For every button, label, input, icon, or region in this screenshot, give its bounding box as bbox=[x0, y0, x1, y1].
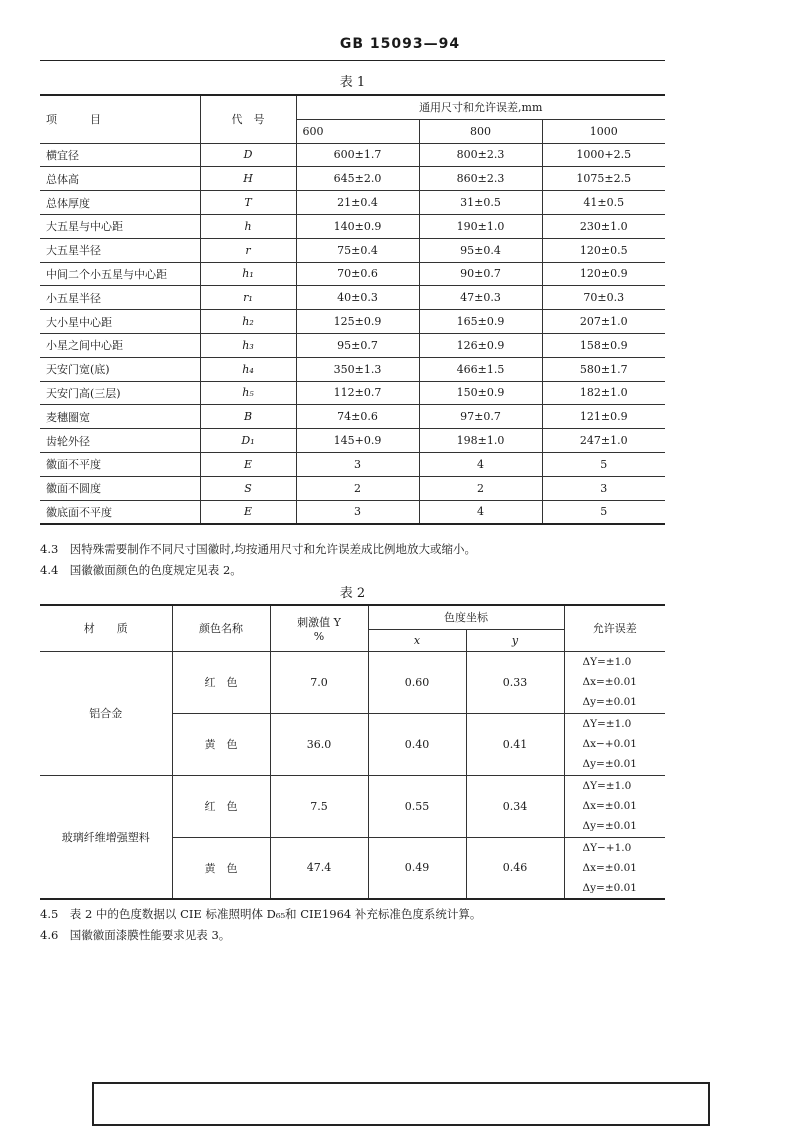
row-value-1000: 182±1.0 bbox=[542, 381, 665, 405]
chromaticity-table bbox=[40, 604, 665, 900]
row-item: 小星之间中心距 bbox=[40, 333, 200, 357]
table-row bbox=[40, 381, 665, 405]
row-value-600: 125±0.9 bbox=[296, 310, 419, 334]
row-item: 大五星半径 bbox=[40, 238, 200, 262]
row-value-600: 21±0.4 bbox=[296, 191, 419, 215]
table2-caption: 表 2 bbox=[339, 586, 366, 601]
col-header-chroma: 色度坐标 bbox=[368, 605, 564, 629]
table-row bbox=[40, 775, 665, 837]
row-code: E bbox=[200, 500, 296, 524]
row-stimulus: 47.4 bbox=[270, 837, 368, 899]
row-item: 总体高 bbox=[40, 167, 200, 191]
row-value-600: 600±1.7 bbox=[296, 143, 419, 167]
row-chroma-x: 0.60 bbox=[368, 651, 466, 713]
row-value-800: 47±0.3 bbox=[419, 286, 542, 310]
row-code: h₁ bbox=[200, 262, 296, 286]
row-value-600: 3 bbox=[296, 500, 419, 524]
row-code: h₃ bbox=[200, 333, 296, 357]
tolerance-line: ΔY=±1.0 bbox=[582, 656, 632, 668]
row-value-800: 800±2.3 bbox=[419, 143, 542, 167]
row-value-1000: 247±1.0 bbox=[542, 429, 665, 453]
tolerance-line: Δx=±0.01 bbox=[582, 800, 637, 812]
row-value-600: 74±0.6 bbox=[296, 405, 419, 429]
row-value-600: 75±0.4 bbox=[296, 238, 419, 262]
table-row bbox=[40, 310, 665, 334]
tolerance-line: Δy=±0.01 bbox=[582, 758, 637, 770]
row-value-1000: 121±0.9 bbox=[542, 405, 665, 429]
row-value-1000: 158±0.9 bbox=[542, 333, 665, 357]
row-code: T bbox=[200, 191, 296, 215]
row-item: 天安门宽(底) bbox=[40, 357, 200, 381]
row-value-1000: 207±1.0 bbox=[542, 310, 665, 334]
row-chroma-x: 0.55 bbox=[368, 775, 466, 837]
table1-caption: 表 1 bbox=[339, 75, 366, 90]
row-chroma-x: 0.40 bbox=[368, 713, 466, 775]
row-item: 徽面不平度 bbox=[40, 452, 200, 476]
row-value-800: 31±0.5 bbox=[419, 191, 542, 215]
table-row bbox=[40, 143, 665, 167]
table-row bbox=[40, 452, 665, 476]
row-value-800: 2 bbox=[419, 476, 542, 500]
tolerance-line: Δx=±0.01 bbox=[582, 676, 637, 688]
row-item: 中间二个小五星与中心距 bbox=[40, 262, 200, 286]
tolerance-line: ΔY=±1.0 bbox=[582, 718, 632, 730]
para-4-5: 4.5 表 2 中的色度数据以 CIE 标准照明体 D₆₅和 CIE1964 补充标准色度系统计算。 bbox=[40, 907, 482, 921]
row-value-800: 198±1.0 bbox=[419, 429, 542, 453]
tolerance-line: Δy=±0.01 bbox=[582, 696, 637, 708]
row-item: 徽面不圆度 bbox=[40, 476, 200, 500]
col-header-material: 材 质 bbox=[40, 605, 172, 651]
row-value-600: 95±0.7 bbox=[296, 333, 419, 357]
para-4-4: 4.4 国徽徽面颜色的色度规定见表 2。 bbox=[40, 563, 242, 577]
row-value-1000: 5 bbox=[542, 452, 665, 476]
table-row bbox=[40, 405, 665, 429]
row-value-800: 4 bbox=[419, 452, 542, 476]
row-chroma-y: 0.46 bbox=[466, 837, 564, 899]
col-header-group: 通用尺寸和允许误差,mm bbox=[296, 95, 665, 119]
row-value-1000: 5 bbox=[542, 500, 665, 524]
row-code: h bbox=[200, 214, 296, 238]
table-row bbox=[40, 476, 665, 500]
row-item: 齿轮外径 bbox=[40, 429, 200, 453]
row-chroma-x: 0.49 bbox=[368, 837, 466, 899]
row-item: 麦穗圈宽 bbox=[40, 405, 200, 429]
row-item: 徽底面不平度 bbox=[40, 500, 200, 524]
row-chroma-y: 0.34 bbox=[466, 775, 564, 837]
row-value-800: 860±2.3 bbox=[419, 167, 542, 191]
row-value-600: 140±0.9 bbox=[296, 214, 419, 238]
table-row bbox=[40, 167, 665, 191]
row-value-800: 126±0.9 bbox=[419, 333, 542, 357]
row-code: S bbox=[200, 476, 296, 500]
table-row bbox=[40, 651, 665, 713]
col-header-size: 1000 bbox=[542, 119, 665, 143]
row-chroma-y: 0.41 bbox=[466, 713, 564, 775]
row-value-1000: 70±0.3 bbox=[542, 286, 665, 310]
row-item: 横宜径 bbox=[40, 143, 200, 167]
row-value-1000: 41±0.5 bbox=[542, 191, 665, 215]
row-code: h₅ bbox=[200, 381, 296, 405]
table-row bbox=[40, 500, 665, 524]
stimulus-unit: % bbox=[313, 629, 325, 643]
tolerance-line: ΔY−+1.0 bbox=[582, 841, 632, 854]
row-value-1000: 120±0.9 bbox=[542, 262, 665, 286]
row-tolerance bbox=[564, 651, 665, 713]
row-color: 黄 色 bbox=[172, 713, 270, 775]
table-row bbox=[40, 357, 665, 381]
row-item: 小五星半径 bbox=[40, 286, 200, 310]
row-stimulus: 36.0 bbox=[270, 713, 368, 775]
row-code: H bbox=[200, 167, 296, 191]
row-tolerance bbox=[564, 775, 665, 837]
row-code: r bbox=[200, 238, 296, 262]
row-value-600: 112±0.7 bbox=[296, 381, 419, 405]
row-item: 总体厚度 bbox=[40, 191, 200, 215]
row-value-600: 70±0.6 bbox=[296, 262, 419, 286]
row-code: E bbox=[200, 452, 296, 476]
col-header-y: y bbox=[466, 629, 564, 651]
tolerance-line: Δx=±0.01 bbox=[582, 861, 637, 874]
row-code: D bbox=[200, 143, 296, 167]
para-4-6: 4.6 国徽徽面漆膜性能要求见表 3。 bbox=[40, 928, 231, 942]
col-header-size: 800 bbox=[419, 119, 542, 143]
table-row bbox=[40, 429, 665, 453]
table-row bbox=[40, 191, 665, 215]
row-value-600: 3 bbox=[296, 452, 419, 476]
table-row bbox=[40, 286, 665, 310]
col-header-size: 600 bbox=[296, 119, 419, 143]
col-header-stimulus bbox=[270, 605, 368, 651]
row-color: 黄 色 bbox=[172, 837, 270, 899]
table3-frame bbox=[92, 1082, 710, 1126]
row-value-1000: 120±0.5 bbox=[542, 238, 665, 262]
row-value-800: 95±0.4 bbox=[419, 238, 542, 262]
col-header-code: 代 号 bbox=[200, 95, 296, 143]
row-tolerance bbox=[564, 713, 665, 775]
row-value-600: 145+0.9 bbox=[296, 429, 419, 453]
row-color: 红 色 bbox=[172, 775, 270, 837]
col-header-tolerance: 允许误差 bbox=[564, 605, 665, 651]
table-row bbox=[40, 238, 665, 262]
row-item: 天安门高(三层) bbox=[40, 381, 200, 405]
row-value-1000: 3 bbox=[542, 476, 665, 500]
row-code: h₄ bbox=[200, 357, 296, 381]
row-color: 红 色 bbox=[172, 651, 270, 713]
row-material: 玻璃纤维增强塑料 bbox=[40, 775, 172, 899]
row-value-800: 150±0.9 bbox=[419, 381, 542, 405]
col-header-color: 颜色名称 bbox=[172, 605, 270, 651]
row-value-800: 190±1.0 bbox=[419, 214, 542, 238]
standard-code-header: GB 15093—94 bbox=[339, 36, 461, 52]
row-code: D₁ bbox=[200, 429, 296, 453]
row-value-800: 90±0.7 bbox=[419, 262, 542, 286]
row-chroma-y: 0.33 bbox=[466, 651, 564, 713]
table-row bbox=[40, 333, 665, 357]
row-code: B bbox=[200, 405, 296, 429]
row-value-800: 97±0.7 bbox=[419, 405, 542, 429]
row-value-600: 2 bbox=[296, 476, 419, 500]
row-value-800: 165±0.9 bbox=[419, 310, 542, 334]
header-rule bbox=[40, 60, 665, 61]
row-value-800: 4 bbox=[419, 500, 542, 524]
col-header-x: x bbox=[368, 629, 466, 651]
tolerance-line: Δy=±0.01 bbox=[582, 881, 637, 894]
row-code: r₁ bbox=[200, 286, 296, 310]
row-value-1000: 580±1.7 bbox=[542, 357, 665, 381]
row-value-1000: 1075±2.5 bbox=[542, 167, 665, 191]
row-value-1000: 1000+2.5 bbox=[542, 143, 665, 167]
row-material: 铝合金 bbox=[40, 651, 172, 775]
row-stimulus: 7.5 bbox=[270, 775, 368, 837]
para-4-3: 4.3 因特殊需要制作不同尺寸国徽时,均按通用尺寸和允许误差成比例地放大或缩小。 bbox=[40, 542, 476, 556]
tolerance-line: Δx−+0.01 bbox=[582, 738, 637, 750]
col-header-item: 项 目 bbox=[40, 95, 200, 143]
row-tolerance bbox=[564, 837, 665, 899]
row-value-600: 350±1.3 bbox=[296, 357, 419, 381]
dimensions-table bbox=[40, 94, 665, 525]
tolerance-line: Δy=±0.01 bbox=[582, 820, 637, 832]
row-value-800: 466±1.5 bbox=[419, 357, 542, 381]
stimulus-label: 刺激值 Y bbox=[297, 615, 341, 629]
row-item: 大小星中心距 bbox=[40, 310, 200, 334]
row-value-600: 645±2.0 bbox=[296, 167, 419, 191]
row-value-1000: 230±1.0 bbox=[542, 214, 665, 238]
table-row bbox=[40, 214, 665, 238]
row-stimulus: 7.0 bbox=[270, 651, 368, 713]
row-value-600: 40±0.3 bbox=[296, 286, 419, 310]
tolerance-line: ΔY=±1.0 bbox=[582, 780, 632, 792]
table-row bbox=[40, 262, 665, 286]
row-item: 大五星与中心距 bbox=[40, 214, 200, 238]
row-code: h₂ bbox=[200, 310, 296, 334]
